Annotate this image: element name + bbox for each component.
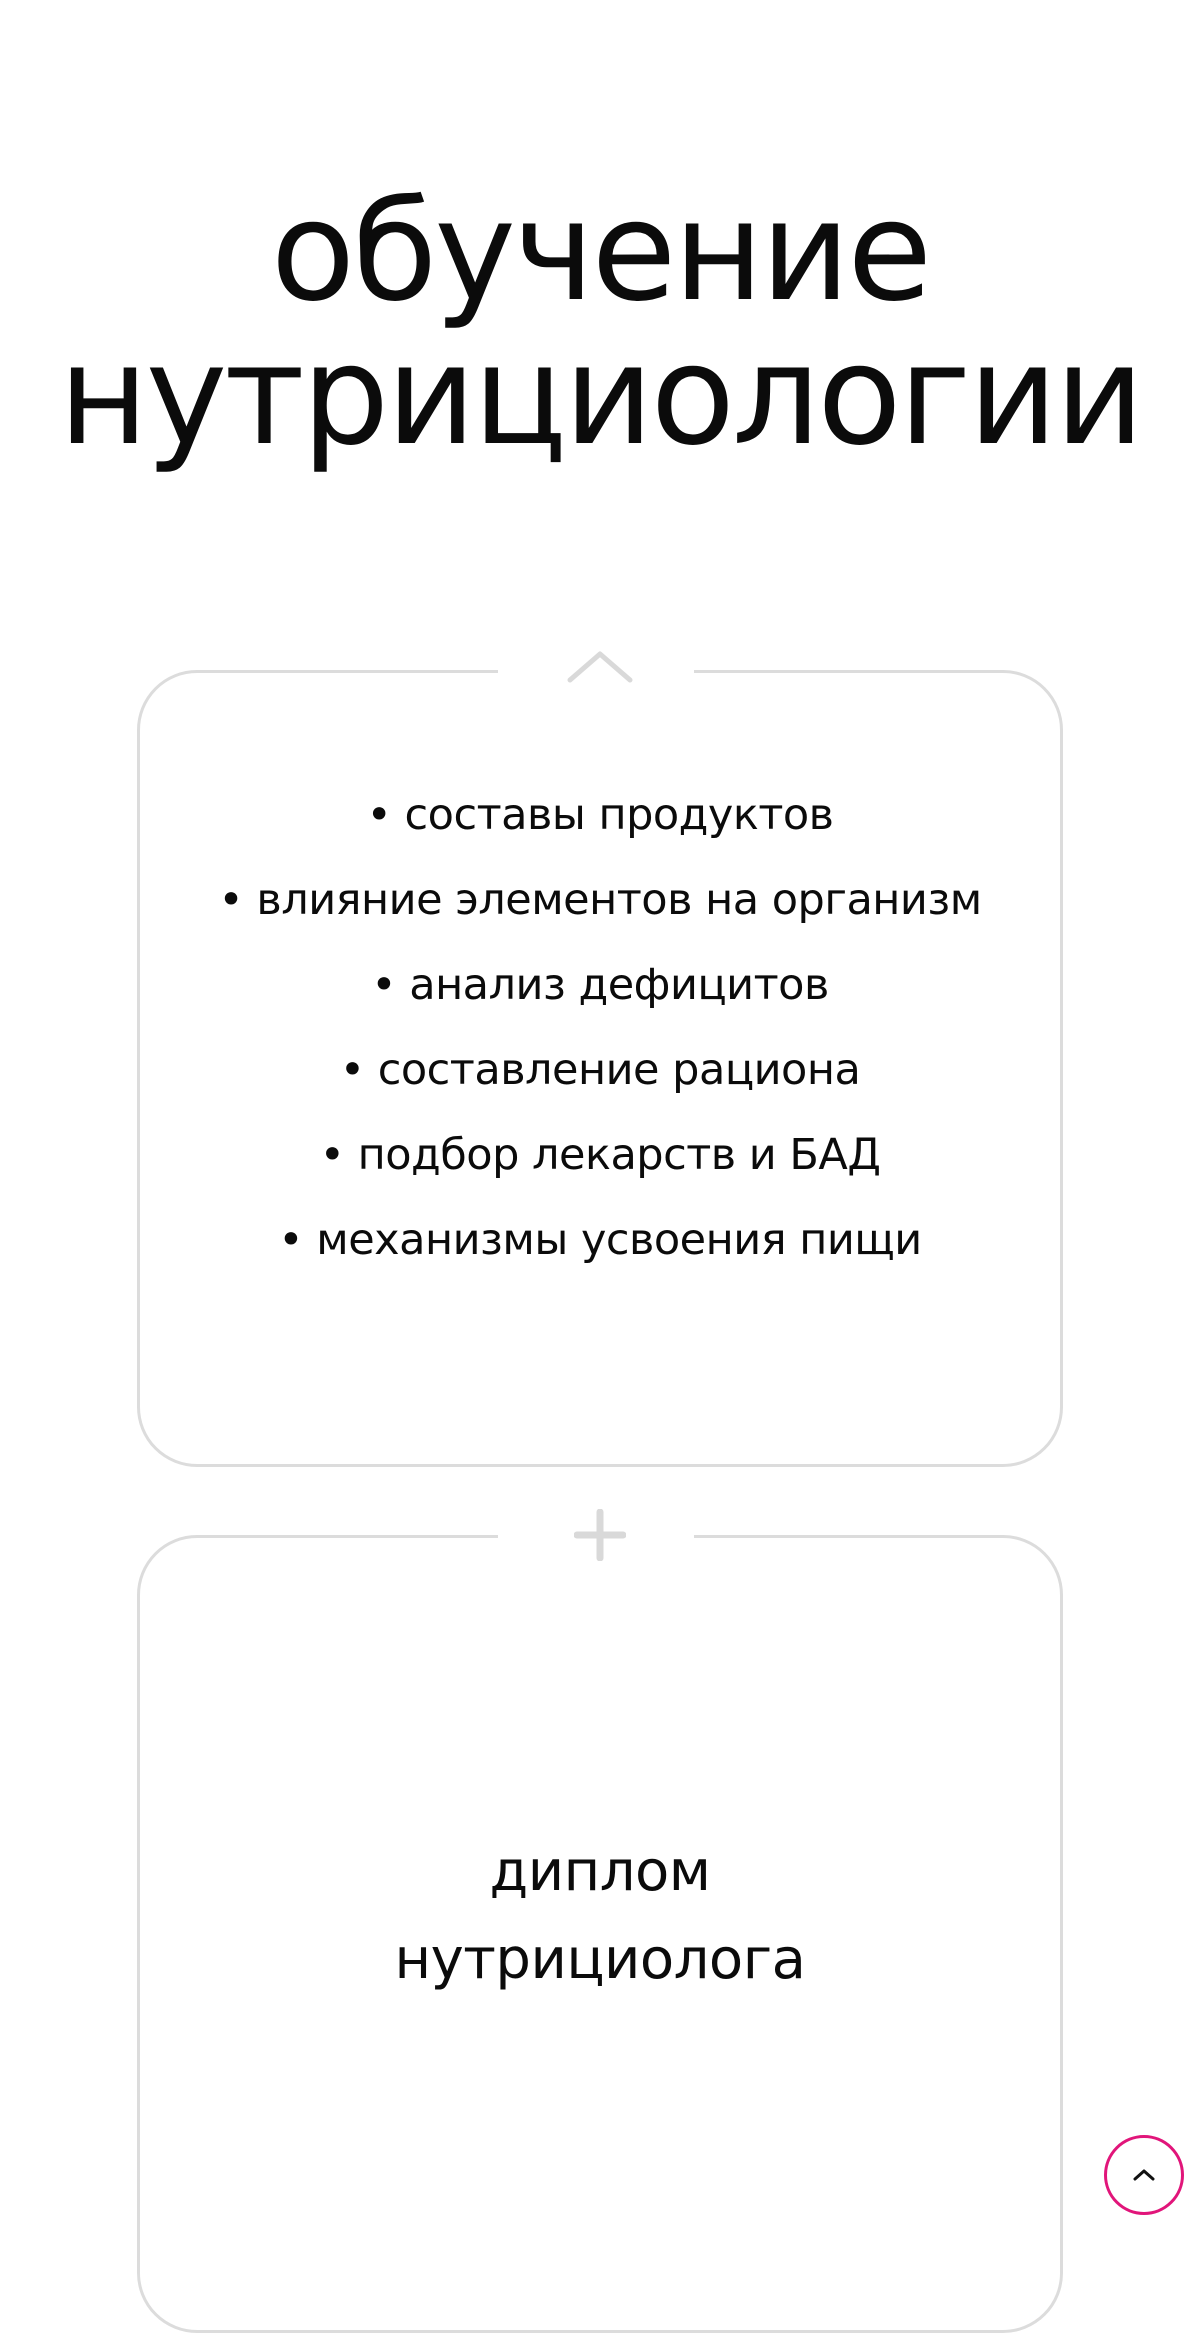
diploma-card bbox=[137, 1535, 1063, 2333]
diploma-text-line-1: диплом bbox=[489, 1839, 711, 1904]
scroll-to-top-button[interactable] bbox=[1104, 2135, 1184, 2215]
page-title-line-2: нутрициологии bbox=[58, 315, 1142, 476]
list-item: • составы продуктов bbox=[366, 790, 834, 840]
page-title bbox=[0, 171, 1200, 476]
topics-list bbox=[140, 773, 1060, 1283]
list-item: • влияние элементов на организм bbox=[218, 875, 982, 925]
collapse-toggle[interactable] bbox=[500, 636, 700, 696]
plus-icon bbox=[574, 1509, 626, 1561]
diploma-text-line-2: нутрициолога bbox=[394, 1927, 806, 1992]
topics-card bbox=[137, 670, 1063, 1467]
list-item: • анализ дефицитов bbox=[371, 960, 829, 1010]
chevron-up-icon bbox=[1132, 2167, 1156, 2183]
chevron-up-icon bbox=[567, 649, 633, 683]
list-item: • механизмы усвоения пищи bbox=[278, 1215, 922, 1265]
diploma-text bbox=[140, 1828, 1060, 2004]
list-item: • составление рациона bbox=[339, 1045, 861, 1095]
plus-connector bbox=[500, 1505, 700, 1565]
list-item: • подбор лекарств и БАД bbox=[319, 1130, 881, 1180]
page-title-line-1: обучение bbox=[270, 171, 930, 332]
